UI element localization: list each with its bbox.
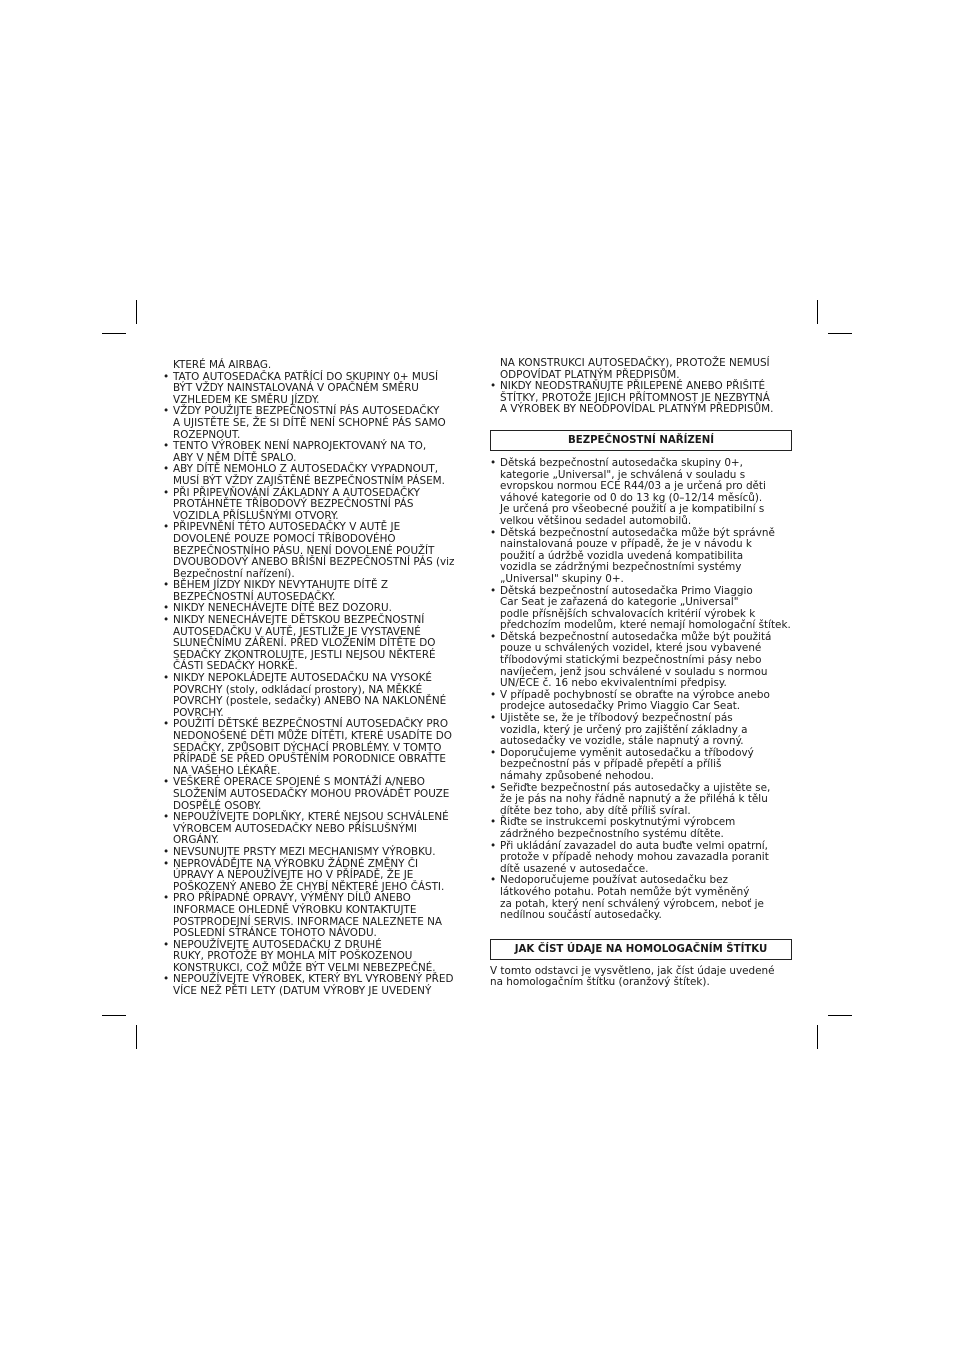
- homologation-paragraph: V tomto odstavci je vysvětleno, jak číst údaje uvedené na homologačním štítku (oranžový štítek).: [490, 964, 775, 989]
- list-item: • NEPOUŽÍVEJTE VÝROBEK, KTERÝ BYL VYROBENÝ PŘED VÍCE NEŽ PĚTI LETY (DATUM VÝROBY JE UVEDENÝ: [163, 974, 468, 997]
- right-column: [490, 358, 792, 989]
- list-item: • VEŠKERÉ OPERACE SPOJENÉ S MONTÁŽÍ A/NEBO SLOŽENÍM AUTOSEDAČKY MOHOU PROVÁDĚT POUZE DOSPĚLÉ OSOBY.: [163, 777, 468, 812]
- list-item: • NIKDY NENECHÁVEJTE DĚTSKOU BEZPEČNOSTNÍ AUTOSEDAČKU V AUTĚ, JESTLIŽE JE VYSTAVENÉ SLUNEČNÍMU ZÁŘENÍ. PŘED VLOŽENÍM DÍTĚTE DO SEDAČKY ZKONTROLUJTE, JESTLI NEJSOU NĚKTERÉ ČÁSTI SEDAČKY HORKÉ.: [163, 615, 468, 673]
- list-item: • NEPOUŽÍVEJTE AUTOSEDAČKU Z DRUHÉ RUKY, PROTOŽE BY MOHLA MÍT POŠKOZENOU KONSTRUKCI, COŽ MŮŽE BÝT VELMI NEBEZPEČNÉ.: [163, 940, 468, 975]
- list-item: • VŽDY POUŽIJTE BEZPEČNOSTNÍ PÁS AUTOSEDAČKY A UJISTĚTE SE, ŽE SI DÍTĚ NENÍ SCHOPNÉ PÁS SAMO ROZEPNOUT.: [163, 406, 468, 441]
- list-item: • NIKDY NEPOKLÁDEJTE AUTOSEDAČKU NA VYSOKÉ POVRCHY (stoly, odkládací prostory), NA MĚKKÉ POVRCHY (postele, sedačky) ANEBO NA NAKLONĚNÉ POVRCHY.: [163, 673, 468, 719]
- list-item: • Doporučujeme vyměnit autosedačku a tříbodový bezpečnostní pás v případě přepětí a příliš námahy způsobené nehodou.: [490, 748, 792, 783]
- crop-mark: [136, 300, 137, 324]
- crop-mark: [828, 333, 852, 334]
- list-item: • PŘIPEVNĚNÍ TÉTO AUTOSEDAČKY V AUTĚ JE DOVOLENÉ POUZE POMOCÍ TŘÍBODOVÉHO BEZPEČNOSTNÍHO PÁSU. NENÍ DOVOLENÉ POUŽÍT DVOUBODOVÝ ANEBO BŘIŠNÍ BEZPEČNOSTNÍ PÁS (viz Bezpečnostní nařízení).: [163, 522, 468, 580]
- crop-mark: [136, 1025, 137, 1049]
- crop-mark: [102, 333, 126, 334]
- continuation-text: KTERÉ MÁ AIRBAG.: [173, 359, 272, 371]
- section-heading-homologation-label: JAK ČÍST ÚDAJE NA HOMOLOGAČNÍM ŠTÍTKU: [490, 939, 792, 960]
- list-item: • BĚHEM JÍZDY NIKDY NEVYTAHUJTE DÍTĚ Z BEZPEČNOSTNÍ AUTOSEDAČKY.: [163, 580, 468, 603]
- list-item: • Dětská bezpečnostní autosedačka Primo Viaggio Car Seat je zařazená do kategorie „Universal" podle přísnějších schvalovacích kritérií výrobek k předchozím modelům, které nemají homologační štítek.: [490, 586, 792, 632]
- list-item: • NEPOUŽÍVEJTE DOPLŇKY, KTERÉ NEJSOU SCHVÁLENÉ VÝROBCEM AUTOSEDAČKY NEBO PŘÍSLUŠNÝMI ORGÁNY.: [163, 812, 468, 847]
- list-item: • NEPROVÁDĚJTE NA VÝROBKU ŽÁDNÉ ZMĚNY ČI ÚPRAVY A NEPOUŽÍVEJTE HO V PŘÍPADĚ, ŽE JE POŠKOZENÝ ANEBO ŽE CHYBÍ NĚKTERÉ JEHO ČÁSTI.: [163, 859, 468, 894]
- safety-regulations-list: [490, 458, 792, 922]
- list-item: • Dětská bezpečnostní autosedačka skupiny 0+, kategorie „Universal", je schválená v souladu s evropskou normou ECE R44/03 a je určená pro děti váhové kategorie od 0 do 13 kg (0–12/14 měsíců). Je určená pro všeobecné použití a je kompatibilní s velkou většinou sedadel automobilů.: [490, 458, 792, 528]
- list-item: • Dětská bezpečnostní autosedačka může být správně nainstalovaná pouze v případě, že je v návodu k použití a údržbě vozidla uvedená kompatibilita vozidla se zádržnými bezpečnostními systémy „Universal" skupiny 0+.: [490, 528, 792, 586]
- list-item: • Seřiďte bezpečnostní pás autosedačky a ujistěte se, že je pás na nohy řádně napnutý a že přiléhá k tělu dítěte bez toho, aby dítě příliš svíral.: [490, 783, 792, 818]
- list-item: • ABY DÍTĚ NEMOHLO Z AUTOSEDAČKY VYPADNOUT, MUSÍ BÝT VŽDY ZAJIŠTĚNÉ BEZPEČNOSTNÍM PÁSEM.: [163, 464, 468, 487]
- list-item: • TENTO VÝROBEK NENÍ NAPROJEKTOVANÝ NA TO, ABY V NĚM DÍTĚ SPALO.: [163, 441, 468, 464]
- list-item: • PŘI PŘIPEVŇOVÁNÍ ZÁKLADNY A AUTOSEDAČKY PROTÁHNĚTE TŘÍBODOVÝ BEZPEČNOSTNÍ PÁS VOZIDLA PŘÍSLUŠNÝMI OTVORY.: [163, 488, 468, 523]
- list-item: • NEVSUNUJTE PRSTY MEZI MECHANISMY VÝROBKU.: [163, 847, 468, 859]
- list-item: • NIKDY NEODSTRAŇUJTE PŘILEPENÉ ANEBO PŘIŠITÉ ŠTÍTKY, PROTOŽE JEJICH PŘÍTOMNOST JE NEZBYTNÁ A VÝROBEK BY NEODPOVÍDAL PLATNÝM PŘEDPISŮM.: [490, 381, 792, 416]
- crop-mark: [817, 300, 818, 324]
- crop-mark: [828, 1015, 852, 1016]
- continuation-text: NA KONSTRUKCI AUTOSEDAČKY), PROTOŽE NEMUSÍ ODPOVÍDAT PLATNÝM PŘEDPISŮM.: [500, 357, 770, 381]
- list-item: • Při ukládání zavazadel do auta buďte velmi opatrní, protože v případě nehody mohou zavazadla poranit dítě usazené v autosedačce.: [490, 841, 792, 876]
- crop-mark: [817, 1025, 818, 1049]
- warning-list: [490, 381, 792, 416]
- list-item: • POUŽITÍ DĚTSKÉ BEZPEČNOSTNÍ AUTOSEDAČKY PRO NEDONOŠENÉ DĚTI MŮŽE DÍTĚTI, KTERÉ USADÍTE DO SEDAČKY, ZPŮSOBIT DÝCHACÍ PROBLÉMY. V TOMTO PŘÍPADĚ SE PŘED OPUŠTĚNÍM PORODNICE OBRAŤTE NA VAŠEHO LÉKAŘE.: [163, 719, 468, 777]
- list-item: • V případě pochybností se obraťte na výrobce anebo prodejce autosedačky Primo Viaggio Car Seat.: [490, 690, 792, 713]
- list-item: • Řiďte se instrukcemi poskytnutými výrobcem zádržného bezpečnostního systému dítěte.: [490, 817, 792, 840]
- list-item: • Dětská bezpečnostní autosedačka může být použitá pouze u schválených vozidel, které jsou vybavené tříbodovými statickými bezpečnostními pásy nebo navíječem, jenž jsou schválené v souladu s normou UN/ECE č. 16 nebo ekvivalentními předpisy.: [490, 632, 792, 690]
- list-item: • TATO AUTOSEDAČKA PATŘÍCÍ DO SKUPINY 0+ MUSÍ BÝT VŽDY NAINSTALOVANÁ V OPAČNÉM SMĚRU VZHLEDEM KE SMĚRU JÍZDY.: [163, 372, 468, 407]
- warning-list: [163, 372, 468, 998]
- list-item: • PRO PŘÍPADNÉ OPRAVY, VÝMĚNY DÍLŮ ANEBO INFORMACE OHLEDNĚ VÝROBKU KONTAKTUJTE POSTPRODEJNÍ SERVIS. INFORMACE NALEZNETE NA POSLEDNÍ STRÁNCE TOHOTO NÁVODU.: [163, 893, 468, 939]
- list-item: • Ujistěte se, že je tříbodový bezpečnostní pás vozidla, který je určený pro zajištění základny a autosedačky ve vozidle, stále napnutý a rovný.: [490, 713, 792, 748]
- list-item: • NIKDY NENECHÁVEJTE DÍTĚ BEZ DOZORU.: [163, 603, 468, 615]
- left-column: [163, 360, 468, 998]
- list-item: • Nedoporučujeme používat autosedačku bez látkového potahu. Potah nemůže být vyměněný za potah, který není schválený výrobcem, neboť je nedílnou součástí autosedačky.: [490, 875, 792, 921]
- crop-mark: [102, 1015, 126, 1016]
- section-heading-safety-regulations: BEZPEČNOSTNÍ NAŘÍZENÍ: [490, 430, 792, 451]
